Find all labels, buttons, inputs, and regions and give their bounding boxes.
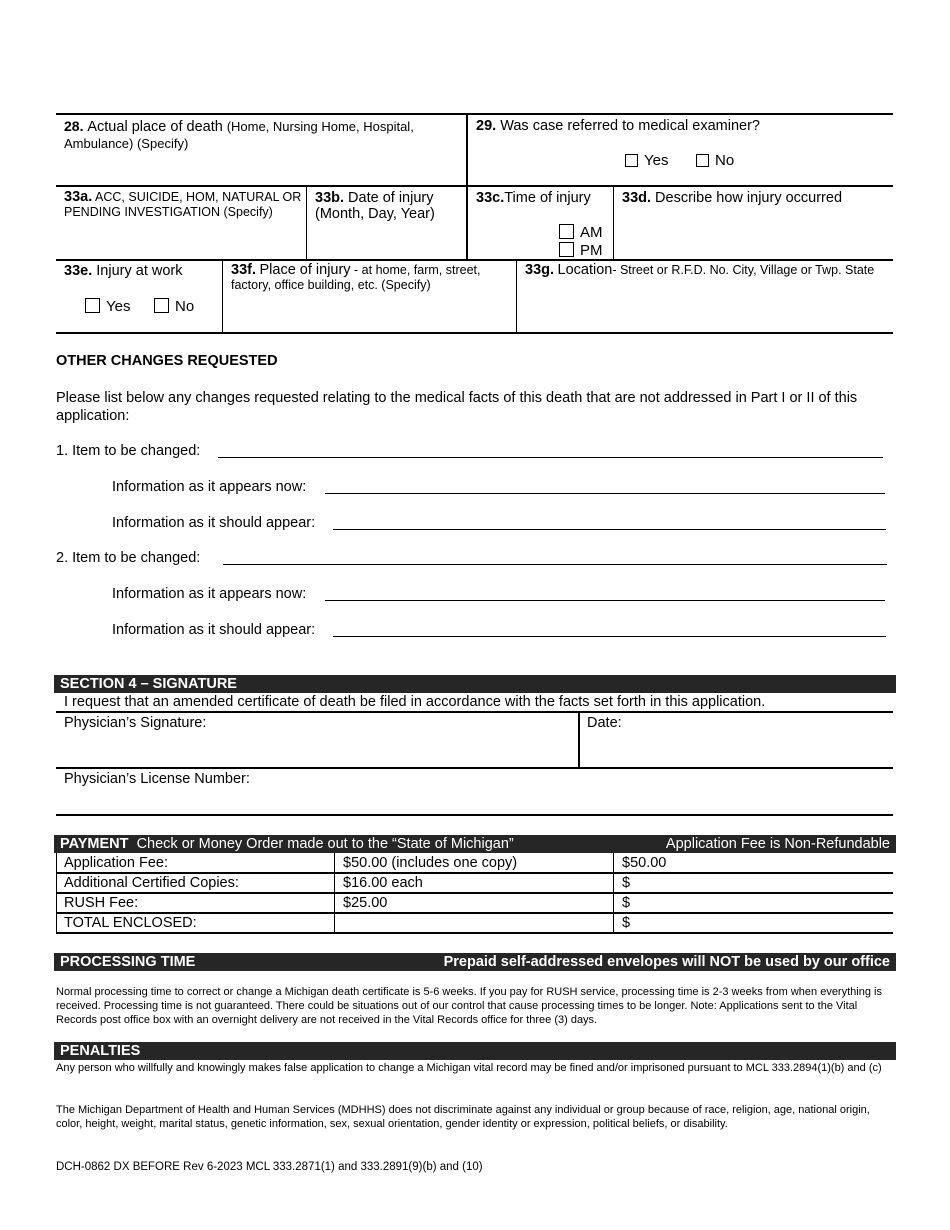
- field-28-place-of-death[interactable]: [64, 118, 459, 151]
- field-33a-label: ACC, SUICIDE, HOM, NATURAL OR PENDING INVESTIGATION (Specify): [64, 190, 302, 219]
- field-33d-how-injury-occurred[interactable]: [622, 190, 890, 206]
- field-33g-hint: - Street or R.F.D. No. City, Village or Twp. State: [612, 263, 875, 277]
- field-33e-no-option[interactable]: [154, 298, 194, 315]
- payment-row-amount[interactable]: $: [622, 895, 631, 911]
- grid-vline-e: [516, 259, 517, 334]
- field-29-label: Was case referred to medical examiner?: [500, 118, 760, 134]
- payment-row-label: Additional Certified Copies:: [64, 875, 239, 891]
- payment-row-detail: $16.00 each: [343, 875, 423, 891]
- grid-line-row3: [56, 259, 893, 261]
- field-33c-pm-label: PM: [580, 242, 603, 259]
- other-changes-heading: OTHER CHANGES REQUESTED: [56, 353, 278, 369]
- field-33b-hint: (Month, Day, Year): [315, 206, 435, 222]
- item1-should-appear-input[interactable]: [333, 529, 886, 530]
- penalties-header: [54, 1042, 896, 1060]
- field-33b-number: 33b.: [315, 190, 345, 206]
- field-33b-date-of-injury[interactable]: [315, 190, 465, 222]
- item1-label: 1. Item to be changed:: [56, 443, 201, 459]
- payment-vline-2: [613, 853, 614, 934]
- signature-header-text: SECTION 4 – SIGNATURE: [60, 676, 237, 692]
- signature-line-bottom: [56, 814, 893, 816]
- license-number-label: Physician’s License Number:: [64, 771, 250, 787]
- field-29-yes-option[interactable]: [625, 152, 668, 169]
- field-33c-am-option[interactable]: [559, 224, 603, 241]
- field-33e-label: Injury at work: [96, 263, 183, 279]
- processing-text: Normal processing time to correct or change a Michigan death certificate is 5-6 weeks. If you pay for RUSH service, processing time is 2-3 weeks from when everything is received. Processing time is not guaranteed. There could be situations out of our control that cause processing times to be longer. Note: Applications sent to the Vital Records post office box with an overnight delivery are not received in the Vital Records office for three (3) days.: [56, 986, 882, 1026]
- field-33c-number: 33c.: [476, 190, 505, 206]
- processing-header: [54, 953, 896, 971]
- other-changes-intro: Please list below any changes requested relating to the medical facts of this death that are not addressed in Part I or II of this application:: [56, 390, 858, 424]
- grid-line-top: [56, 113, 893, 115]
- item2-label: 2. Item to be changed:: [56, 550, 201, 566]
- field-33f-number: 33f.: [231, 262, 256, 278]
- payment-row-label: RUSH Fee:: [64, 895, 139, 911]
- field-33e-yes-label: Yes: [106, 298, 131, 315]
- field-33c-am-label: AM: [580, 224, 603, 241]
- payment-row-label: Application Fee:: [64, 855, 168, 871]
- field-33c-pm-checkbox[interactable]: [559, 242, 574, 257]
- item2-should-appear-input[interactable]: [333, 636, 886, 637]
- field-33d-number: 33d.: [622, 190, 652, 206]
- item1-appears-now-label: Information as it appears now:: [112, 479, 307, 495]
- grid-vline-a: [466, 113, 468, 261]
- payment-row-detail: $25.00: [343, 895, 388, 911]
- field-29-number: 29.: [476, 118, 497, 134]
- item2-appears-now-label: Information as it appears now:: [112, 586, 307, 602]
- field-33a-manner[interactable]: [64, 190, 302, 220]
- field-33e-no-checkbox[interactable]: [154, 298, 169, 313]
- field-33g-label: Location: [557, 262, 613, 278]
- field-33c-am-checkbox[interactable]: [559, 224, 574, 239]
- field-29-medical-examiner: [476, 118, 886, 134]
- processing-header-note: Prepaid self-addressed envelopes will NOT be used by our office: [443, 954, 890, 970]
- payment-row-amount[interactable]: $: [622, 915, 631, 931]
- license-number-field[interactable]: [60, 789, 890, 813]
- item1-appears-now-input[interactable]: [325, 493, 885, 494]
- field-33c-pm-option[interactable]: [559, 242, 603, 259]
- grid-vline-b: [306, 185, 307, 261]
- field-29-no-checkbox[interactable]: [696, 154, 709, 167]
- field-28-number: 28.: [64, 118, 84, 134]
- payment-row-amount[interactable]: $: [622, 875, 631, 891]
- payment-row-line-4: [56, 932, 893, 934]
- payment-row-label: TOTAL ENCLOSED:: [64, 915, 197, 931]
- field-28-label: Actual place of death: [87, 119, 223, 135]
- field-33g-number: 33g.: [525, 262, 555, 278]
- field-33e-yes-checkbox[interactable]: [85, 298, 100, 313]
- field-33e-number: 33e.: [64, 263, 93, 279]
- field-33e-yes-option[interactable]: [85, 298, 130, 315]
- physician-signature-label: Physician’s Signature:: [64, 715, 207, 731]
- penalties-text: Any person who willfully and knowingly makes false application to change a Michigan vital record may be fined and/or imprisoned pursuant to MCL 333.2894(1)(b) and (c): [56, 1062, 882, 1074]
- item2-appears-now-input[interactable]: [325, 600, 885, 601]
- field-29-yes-label: Yes: [644, 152, 669, 169]
- nondiscrimination-text: The Michigan Department of Health and Human Services (MDHHS) does not discriminate against any individual or group because of race, religion, age, national origin, color, height, weight, marital status, genetic information, sex, sexual orientation, gender identity or expression, political beliefs, or disability.: [56, 1104, 870, 1130]
- grid-vline-c: [613, 185, 614, 261]
- payment-vline-1: [334, 853, 335, 934]
- payment-row-detail: $50.00 (includes one copy): [343, 855, 518, 871]
- field-33f-hint: - at home, farm, street, factory, office building, etc. (Specify): [231, 263, 481, 292]
- item2-input[interactable]: [223, 564, 887, 565]
- field-33e-injury-at-work: [64, 263, 219, 279]
- field-33c-time-of-injury: [476, 190, 611, 206]
- field-33g-location[interactable]: [525, 263, 893, 278]
- item1-input[interactable]: [218, 457, 883, 458]
- penalties-header-text: PENALTIES: [60, 1043, 141, 1059]
- signature-request-text: I request that an amended certificate of death be filed in accordance with the facts set forth in this application.: [64, 694, 766, 710]
- payment-header-instructions: Check or Money Order made out to the “State of Michigan”: [136, 836, 514, 852]
- field-33a-number: 33a.: [64, 189, 93, 205]
- payment-row-line-2: [56, 892, 893, 894]
- signature-date-label: Date:: [587, 715, 622, 731]
- signature-vline: [578, 711, 580, 769]
- payment-row-amount[interactable]: $50.00: [622, 855, 667, 871]
- field-33e-no-label: No: [175, 298, 195, 315]
- payment-header-nonrefundable: Application Fee is Non-Refundable: [665, 836, 890, 852]
- payment-vline-0: [56, 853, 57, 934]
- processing-header-title: PROCESSING TIME: [60, 954, 196, 970]
- item2-should-appear-label: Information as it should appear:: [112, 622, 316, 638]
- grid-vline-d: [222, 259, 223, 334]
- field-33f-place-of-injury[interactable]: [231, 263, 511, 293]
- form-footer-id: DCH-0862 DX BEFORE Rev 6-2023 MCL 333.2871(1) and 333.2891(9)(b) and (10): [56, 1161, 483, 1173]
- signature-header: [54, 675, 896, 693]
- field-28-hint: (Home, Nursing Home, Hospital, Ambulance) (Specify): [64, 119, 414, 151]
- field-29-no-option[interactable]: [696, 152, 734, 169]
- payment-header-title: PAYMENT: [60, 836, 129, 852]
- field-29-yes-checkbox[interactable]: [625, 154, 638, 167]
- grid-line-row2: [56, 185, 893, 187]
- signature-line-mid: [56, 767, 893, 769]
- field-29-no-label: No: [715, 152, 735, 169]
- field-33c-label: Time of injury: [504, 190, 591, 206]
- field-33d-label: Describe how injury occurred: [655, 190, 843, 206]
- payment-header: [54, 835, 896, 853]
- signature-date-field[interactable]: [582, 713, 892, 767]
- field-33b-label: Date of injury: [348, 190, 434, 206]
- item1-should-appear-label: Information as it should appear:: [112, 515, 316, 531]
- physician-signature-field[interactable]: [60, 713, 576, 767]
- grid-line-bottom: [56, 332, 893, 334]
- field-33f-label: Place of injury: [259, 262, 351, 278]
